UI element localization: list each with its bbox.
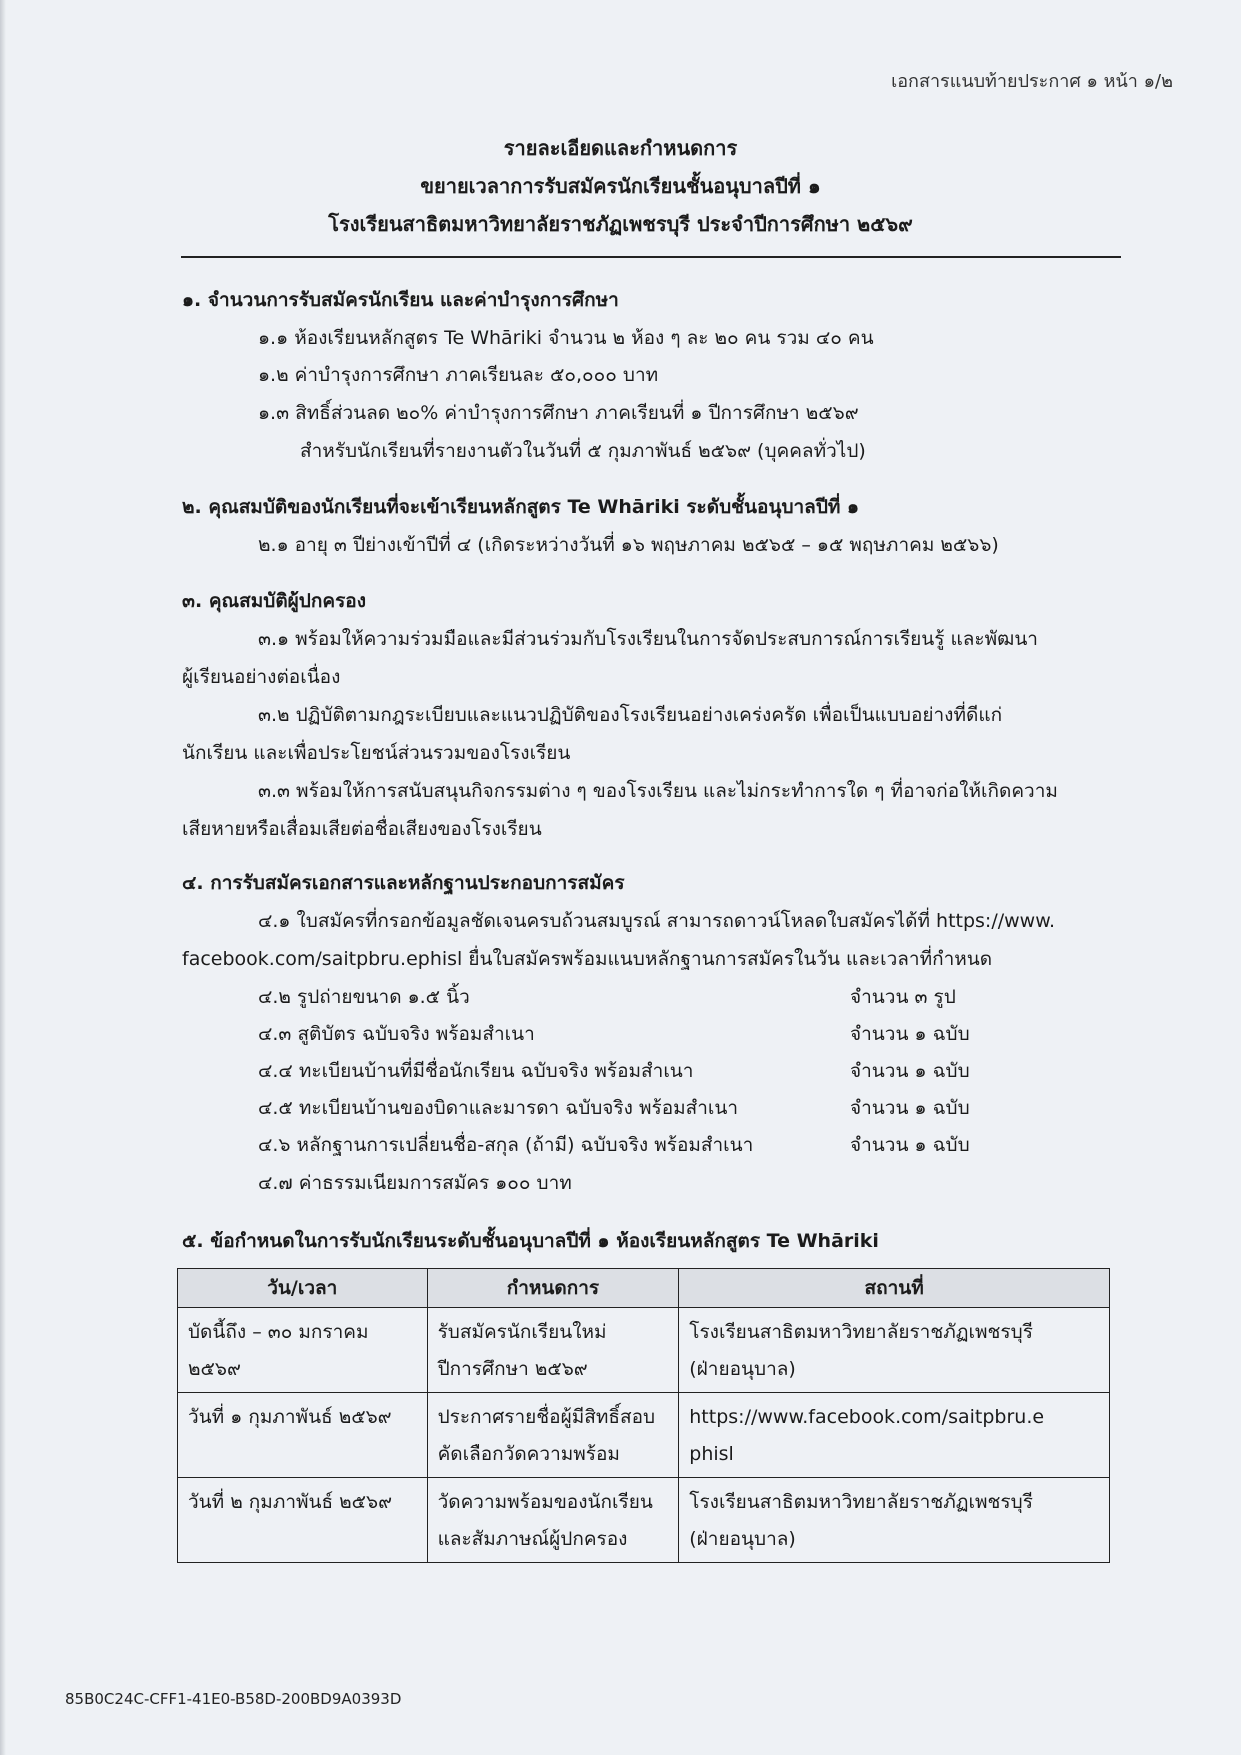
doc-item-qty: จำนวน ๑ ฉบับ	[850, 1097, 970, 1119]
column-header: สถานที่	[679, 1269, 1110, 1308]
section2-item-1: ๒.๑ อายุ ๓ ปีย่างเข้าปีที่ ๔ (เกิดระหว่างวันที่ ๑๖ พฤษภาคม ๒๕๖๕ – ๑๕ พฤษภาคม ๒๕๖๖)	[258, 534, 999, 556]
section4-item-1: ๔.๑ ใบสมัครที่กรอกข้อมูลชัดเจนครบถ้วนสมบูรณ์ สามารถดาวน์โหลดใบสมัครได้ที่ https://www.	[258, 910, 1056, 932]
section4-item-1-cont: facebook.com/saitpbru.ephisl ยื่นใบสมัครพร้อมแนบหลักฐานการสมัครในวัน และเวลาที่กำหนด	[182, 948, 993, 970]
cell-line: (ฝ่ายอนุบาล)	[689, 1528, 796, 1550]
title-divider	[181, 256, 1121, 258]
header-note: เอกสารแนบท้ายประกาศ ๑ หน้า ๑/๒	[891, 71, 1173, 92]
fee-item: ๔.๗ ค่าธรรมเนียมการสมัคร ๑๐๐ บาท	[258, 1172, 572, 1194]
title-line-1: รายละเอียดและกำหนดการ	[503, 136, 738, 160]
doc-item-label: ๔.๔ ทะเบียนบ้านที่มีชื่อนักเรียน ฉบับจริง พร้อมสำเนา	[258, 1060, 694, 1082]
section1-item-2: ๑.๒ ค่าบำรุงการศึกษา ภาคเรียนละ ๕๐,๐๐๐ บาท	[258, 364, 659, 386]
cell-place	[679, 1393, 1110, 1478]
table-row	[178, 1393, 1110, 1478]
section3-item-2: ๓.๒ ปฏิบัติตามกฎระเบียบและแนวปฏิบัติของโรงเรียนอย่างเคร่งครัด เพื่อเป็นแบบอย่างที่ดีแก่	[258, 704, 1003, 726]
cell-line: บัดนี้ถึง – ๓๐ มกราคม	[188, 1321, 369, 1343]
cell-line: ประกาศรายชื่อผู้มีสิทธิ์สอบ	[437, 1406, 656, 1428]
section3-item-1-cont: ผู้เรียนอย่างต่อเนื่อง	[182, 666, 341, 688]
doc-item-qty: จำนวน ๑ ฉบับ	[850, 1060, 970, 1082]
doc-item-qty: จำนวน ๑ ฉบับ	[850, 1023, 970, 1045]
section1-heading: ๑. จำนวนการรับสมัครนักเรียน และค่าบำรุงการศึกษา	[182, 289, 619, 311]
section3-item-3-cont: เสียหายหรือเสื่อมเสียต่อชื่อเสียงของโรงเรียน	[182, 818, 542, 840]
cell-line: ๒๕๖๙	[188, 1358, 241, 1380]
title-line-2: ขยายเวลาการรับสมัครนักเรียนชั้นอนุบาลปีที่ ๑	[420, 174, 821, 198]
cell-schedule	[427, 1393, 679, 1478]
cell-place	[679, 1308, 1110, 1393]
doc-item-qty: จำนวน ๑ ฉบับ	[850, 1134, 970, 1156]
section5-heading: ๕. ข้อกำหนดในการรับนักเรียนระดับชั้นอนุบาลปีที่ ๑ ห้องเรียนหลักสูตร Te Whāriki	[182, 1230, 879, 1252]
section1-item-1: ๑.๑ ห้องเรียนหลักสูตร Te Whāriki จำนวน ๒ ห้อง ๆ ละ ๒๐ คน รวม ๔๐ คน	[258, 327, 874, 349]
cell-date	[178, 1308, 428, 1393]
cell-line: โรงเรียนสาธิตมหาวิทยาลัยราชภัฏเพชรบุรี	[689, 1321, 1033, 1343]
title-line-3: โรงเรียนสาธิตมหาวิทยาลัยราชภัฏเพชรบุรี ประจำปีการศึกษา ๒๕๖๙	[328, 212, 913, 236]
section4-heading: ๔. การรับสมัครเอกสารและหลักฐานประกอบการสมัคร	[182, 872, 625, 894]
cell-date	[178, 1393, 428, 1478]
cell-line: (ฝ่ายอนุบาล)	[689, 1358, 796, 1380]
column-header: กำหนดการ	[427, 1269, 679, 1308]
doc-item-label: ๔.๓ สูติบัตร ฉบับจริง พร้อมสำเนา	[258, 1023, 535, 1045]
section1-item-3-cont: สำหรับนักเรียนที่รายงานตัวในวันที่ ๕ กุมภาพันธ์ ๒๕๖๙ (บุคคลทั่วไป)	[300, 440, 866, 462]
section1-item-3: ๑.๓ สิทธิ์ส่วนลด ๒๐% ค่าบำรุงการศึกษา ภาคเรียนที่ ๑ ปีการศึกษา ๒๕๖๙	[258, 402, 859, 424]
section3-item-3: ๓.๓ พร้อมให้การสนับสนุนกิจกรรมต่าง ๆ ของโรงเรียน และไม่กระทำการใด ๆ ที่อาจก่อให้เกิดความ	[258, 780, 1058, 802]
table-row	[178, 1308, 1110, 1393]
cell-line: คัดเลือกวัดความพร้อม	[437, 1443, 620, 1465]
cell-schedule	[427, 1308, 679, 1393]
section3-heading: ๓. คุณสมบัติผู้ปกครอง	[182, 590, 366, 612]
doc-item-label: ๔.๒ รูปถ่ายขนาด ๑.๕ นิ้ว	[258, 986, 470, 1008]
section2-heading: ๒. คุณสมบัติของนักเรียนที่จะเข้าเรียนหลักสูตร Te Whāriki ระดับชั้นอนุบาลปีที่ ๑	[182, 496, 860, 518]
cell-line: วันที่ ๒ กุมภาพันธ์ ๒๕๖๙	[188, 1491, 393, 1513]
cell-line: https://www.facebook.com/saitpbru.e	[689, 1406, 1045, 1428]
document-id: 85B0C24C-CFF1-41E0-B58D-200BD9A0393D	[65, 1690, 402, 1708]
table-row	[178, 1478, 1110, 1563]
cell-line: phisl	[689, 1443, 734, 1465]
column-header: วัน/เวลา	[178, 1269, 428, 1308]
doc-item-label: ๔.๕ ทะเบียนบ้านของบิดาและมารดา ฉบับจริง พร้อมสำเนา	[258, 1097, 739, 1119]
cell-line: วันที่ ๑ กุมภาพันธ์ ๒๕๖๙	[188, 1406, 392, 1428]
table-header-row	[178, 1269, 1110, 1308]
section3-item-1: ๓.๑ พร้อมให้ความร่วมมือและมีส่วนร่วมกับโรงเรียนในการจัดประสบการณ์การเรียนรู้ และพัฒนา	[258, 628, 1038, 650]
doc-item-label: ๔.๖ หลักฐานการเปลี่ยนชื่อ-สกุล (ถ้ามี) ฉบับจริง พร้อมสำเนา	[258, 1134, 754, 1156]
cell-line: วัดความพร้อมของนักเรียน	[437, 1491, 653, 1513]
schedule-table	[177, 1268, 1110, 1563]
section3-item-2-cont: นักเรียน และเพื่อประโยชน์ส่วนรวมของโรงเรียน	[182, 742, 571, 764]
cell-line: โรงเรียนสาธิตมหาวิทยาลัยราชภัฏเพชรบุรี	[689, 1491, 1033, 1513]
cell-line: รับสมัครนักเรียนใหม่	[437, 1321, 607, 1343]
cell-schedule	[427, 1478, 679, 1563]
scan-edge	[0, 0, 6, 1755]
cell-line: ปีการศึกษา ๒๕๖๙	[437, 1358, 588, 1380]
doc-item-qty: จำนวน ๓ รูป	[850, 986, 956, 1008]
cell-date	[178, 1478, 428, 1563]
cell-place	[679, 1478, 1110, 1563]
cell-line: และสัมภาษณ์ผู้ปกครอง	[437, 1528, 628, 1550]
